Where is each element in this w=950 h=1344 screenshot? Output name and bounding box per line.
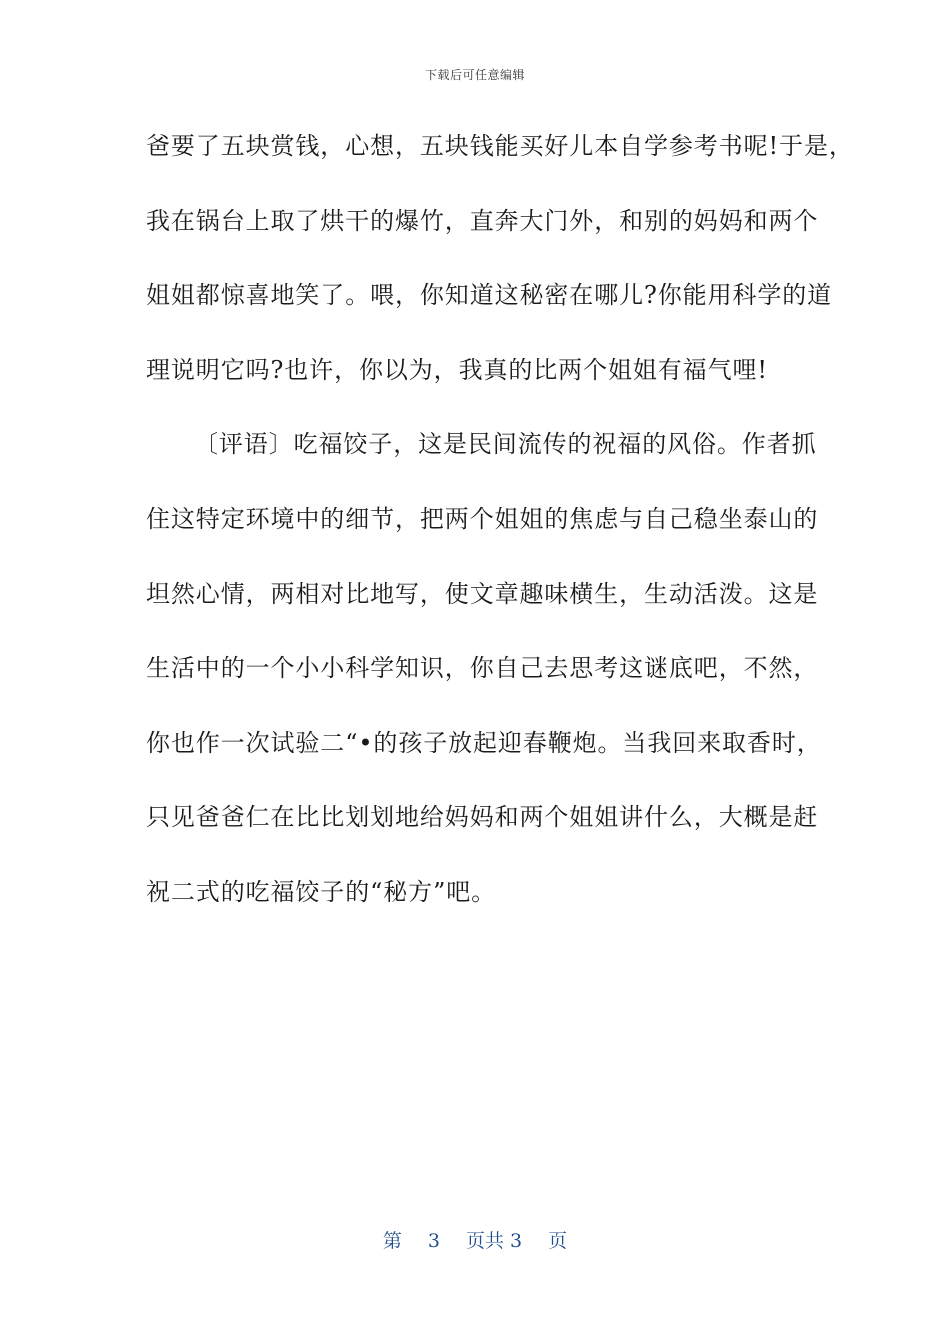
- text-line: 生活中的一个小小科学知识，你自己去思考这谜底吧，不然，: [146, 654, 819, 683]
- comment-paragraph-start: 〔评语〕吃福饺子，这是民间流传的祝福的风俗。作者抓: [194, 430, 817, 459]
- text-line: 理说明它吗?也许，你以为，我真的比两个姐姐有福气哩!: [146, 355, 768, 384]
- page-number: 3: [427, 1230, 440, 1252]
- page-mid: 页共: [465, 1230, 504, 1252]
- text-line: 我在锅台上取了烘干的爆竹，直奔大门外，和别的妈妈和两个: [146, 206, 819, 235]
- text-line: 住这特定环境中的细节，把两个姐姐的焦虑与自己稳坐泰山的: [146, 504, 819, 533]
- header-note: 下载后可任意编辑: [424, 68, 525, 82]
- page-prefix: 第: [382, 1230, 402, 1252]
- page-suffix: 页: [548, 1230, 568, 1252]
- text-line: 坦然心情，两相对比地写，使文章趣味横生，生动活泼。这是: [146, 579, 819, 608]
- text-line: 姐姐都惊喜地笑了。喂，你知道这秘密在哪儿?你能用科学的道: [146, 281, 833, 310]
- text-line: 你也作一次试验二“•的孩子放起迎春鞭炮。当我回来取香时，: [146, 728, 822, 757]
- text-line: 祝二式的吃福饺子的“秘方”吧。: [146, 877, 497, 906]
- document-body: [146, 128, 854, 949]
- page-total: 3: [510, 1230, 523, 1252]
- text-line: 爸要了五块赏钱，心想，五块钱能买好儿本自学参考书呢!于是，: [146, 132, 854, 160]
- text-line: 只见爸爸仁在比比划划地给妈妈和两个姐姐讲什么，大概是赶: [146, 803, 819, 832]
- page-footer: [0, 1226, 950, 1253]
